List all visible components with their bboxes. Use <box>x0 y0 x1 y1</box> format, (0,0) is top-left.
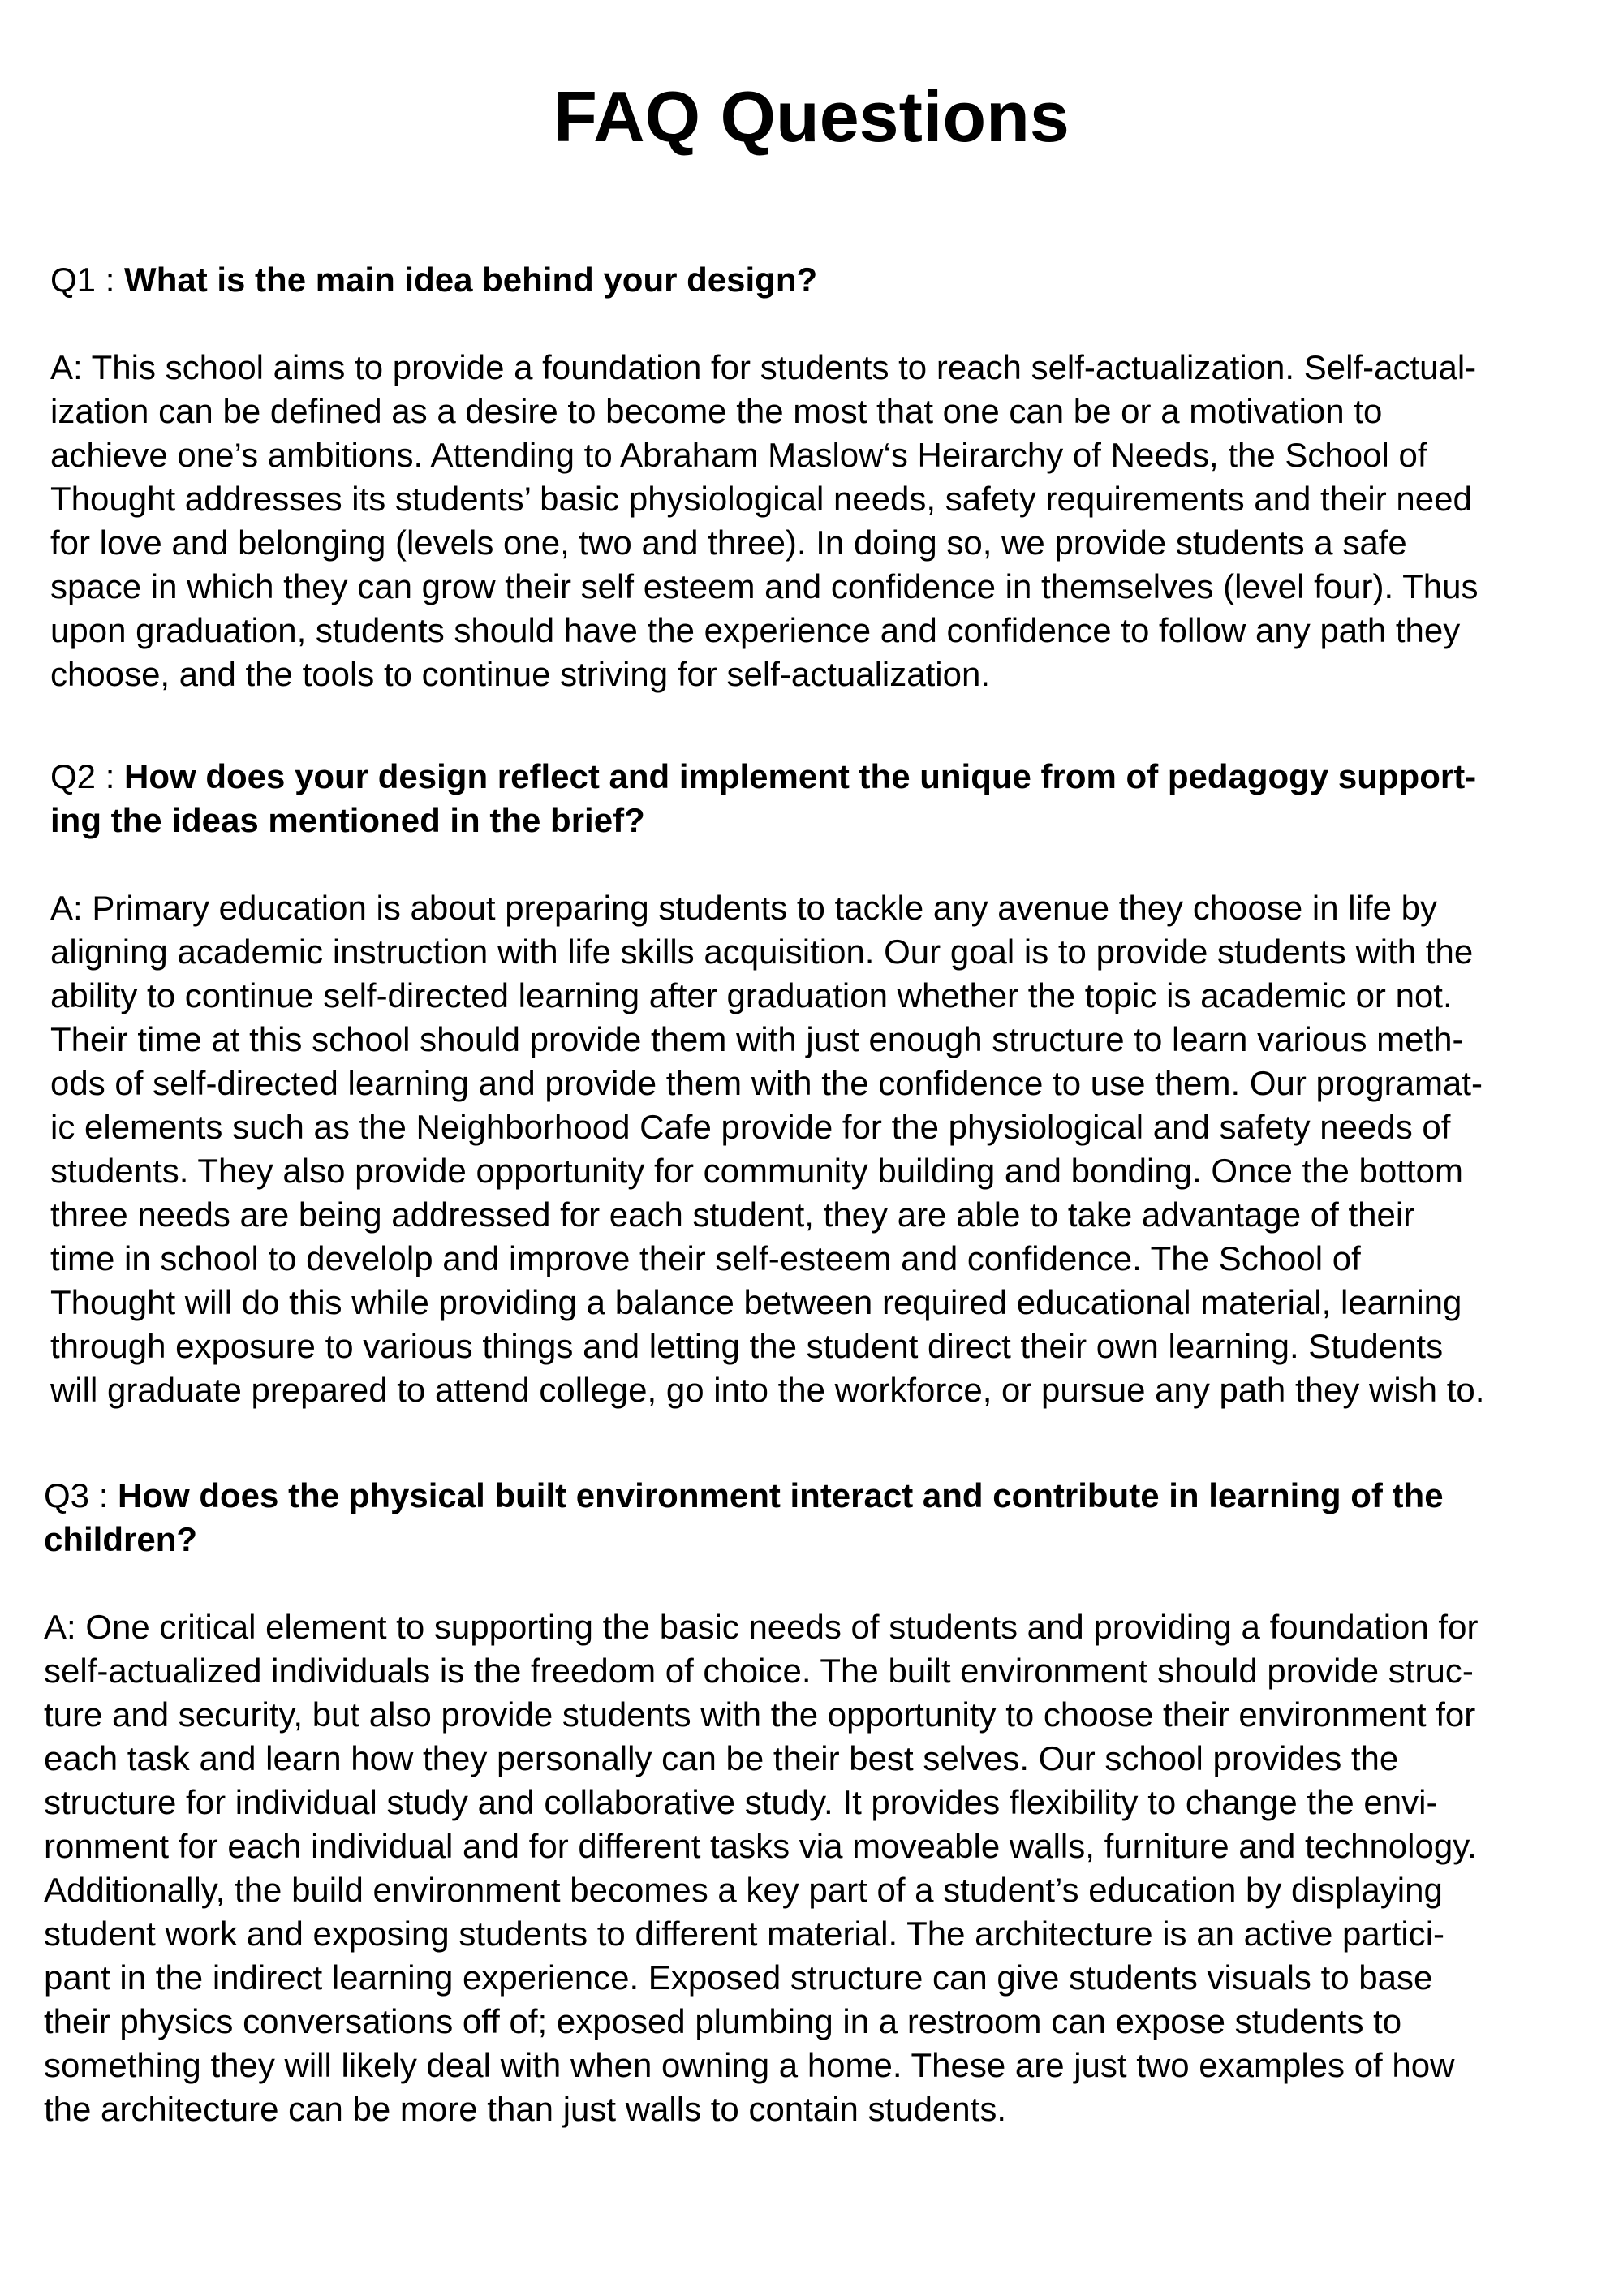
answer-line: ization can be defined as a desire to become the most that one can be or a motivation to <box>50 392 1383 430</box>
answer-line: A: One critical element to supporting the basic needs of students and providing a foundation for <box>44 1608 1479 1646</box>
answer-line: time in school to develolp and improve their self-esteem and confidence. The School of <box>50 1239 1361 1277</box>
answer-line: their physics conversations off of; exposed plumbing in a restroom can expose students to <box>44 2002 1402 2040</box>
question-label: Q2 : <box>50 757 125 795</box>
answer-line: Additionally, the build environment becomes a key part of a student’s education by displaying <box>44 1871 1443 1909</box>
question-text-line: How does the physical built environment interact and contribute in learning of the <box>118 1476 1444 1514</box>
faq-answer-1 <box>50 346 1592 696</box>
answer-line: for love and belonging (levels one, two and three). In doing so, we provide students a safe <box>50 523 1407 562</box>
answer-line: ic elements such as the Neighborhood Cafe provide for the physiological and safety needs of <box>50 1108 1451 1146</box>
answer-line: space in which they can grow their self esteem and confidence in themselves (level four). Thus <box>50 567 1479 605</box>
answer-line: ability to continue self-directed learning after graduation whether the topic is academic or not. <box>50 976 1453 1014</box>
faq-item-3 <box>44 1474 1594 2131</box>
question-text-line: How does your design reflect and implement the unique from of pedagogy support- <box>124 757 1477 795</box>
answer-line: self-actualized individuals is the freedom of choice. The built environment should provide struc- <box>44 1652 1474 1690</box>
faq-question-1 <box>50 258 1592 302</box>
answer-line: each task and learn how they personally can be their best selves. Our school provides the <box>44 1739 1399 1777</box>
answer-line: the architecture can be more than just walls to contain students. <box>44 2090 1006 2128</box>
answer-line: A: Primary education is about preparing students to tackle any avenue they choose in life by <box>50 889 1437 927</box>
faq-item-1 <box>50 258 1592 696</box>
answer-line: structure for individual study and collaborative study. It provides flexibility to change the envi- <box>44 1783 1438 1821</box>
answer-line: pant in the indirect learning experience. Exposed structure can give students visuals to base <box>44 1958 1433 1997</box>
question-label: Q3 : <box>44 1476 118 1514</box>
faq-question-2 <box>50 755 1592 842</box>
question-label: Q1 : <box>50 261 125 299</box>
faq-item-2 <box>50 755 1592 1412</box>
answer-line: choose, and the tools to continue striving for self-actualization. <box>50 655 990 693</box>
answer-line: ture and security, but also provide students with the opportunity to choose their environment for <box>44 1695 1476 1734</box>
answer-line: upon graduation, students should have the experience and confidence to follow any path they <box>50 611 1461 649</box>
answer-line: Their time at this school should provide them with just enough structure to learn various meth- <box>50 1020 1464 1058</box>
answer-line: student work and exposing students to different material. The architecture is an active partici- <box>44 1915 1445 1953</box>
answer-line: A: This school aims to provide a foundation for students to reach self-actualization. Self-actual- <box>50 348 1477 386</box>
question-text-line: children? <box>44 1520 198 1558</box>
answer-line: Thought will do this while providing a balance between required educational material, learning <box>50 1283 1462 1321</box>
faq-answer-2 <box>50 886 1592 1412</box>
answer-line: ods of self-directed learning and provide them with the confidence to use them. Our programat- <box>50 1064 1483 1102</box>
page-title: FAQ Questions <box>553 76 1070 157</box>
answer-line: achieve one’s ambitions. Attending to Abraham Maslow‘s Heirarchy of Needs, the School of <box>50 436 1427 474</box>
faq-answer-3 <box>44 1605 1594 2131</box>
answer-line: three needs are being addressed for each student, they are able to take advantage of their <box>50 1195 1415 1234</box>
answer-line: will graduate prepared to attend college, go into the workforce, or pursue any path they wish to. <box>50 1371 1485 1409</box>
answer-line: students. They also provide opportunity for community building and bonding. Once the bottom <box>50 1152 1463 1190</box>
faq-question-3 <box>44 1474 1594 1562</box>
answer-line: Thought addresses its students’ basic physiological needs, safety requirements and their need <box>50 480 1472 518</box>
question-text: What is the main idea behind your design? <box>124 261 818 299</box>
question-text-line: ing the ideas mentioned in the brief? <box>50 801 645 839</box>
answer-line: something they will likely deal with when owning a home. These are just two examples of how <box>44 2046 1455 2084</box>
answer-line: ronment for each individual and for different tasks via moveable walls, furniture and technology. <box>44 1827 1477 1865</box>
answer-line: aligning academic instruction with life skills acquisition. Our goal is to provide students with the <box>50 933 1474 971</box>
answer-line: through exposure to various things and letting the student direct their own learning. Students <box>50 1327 1444 1365</box>
